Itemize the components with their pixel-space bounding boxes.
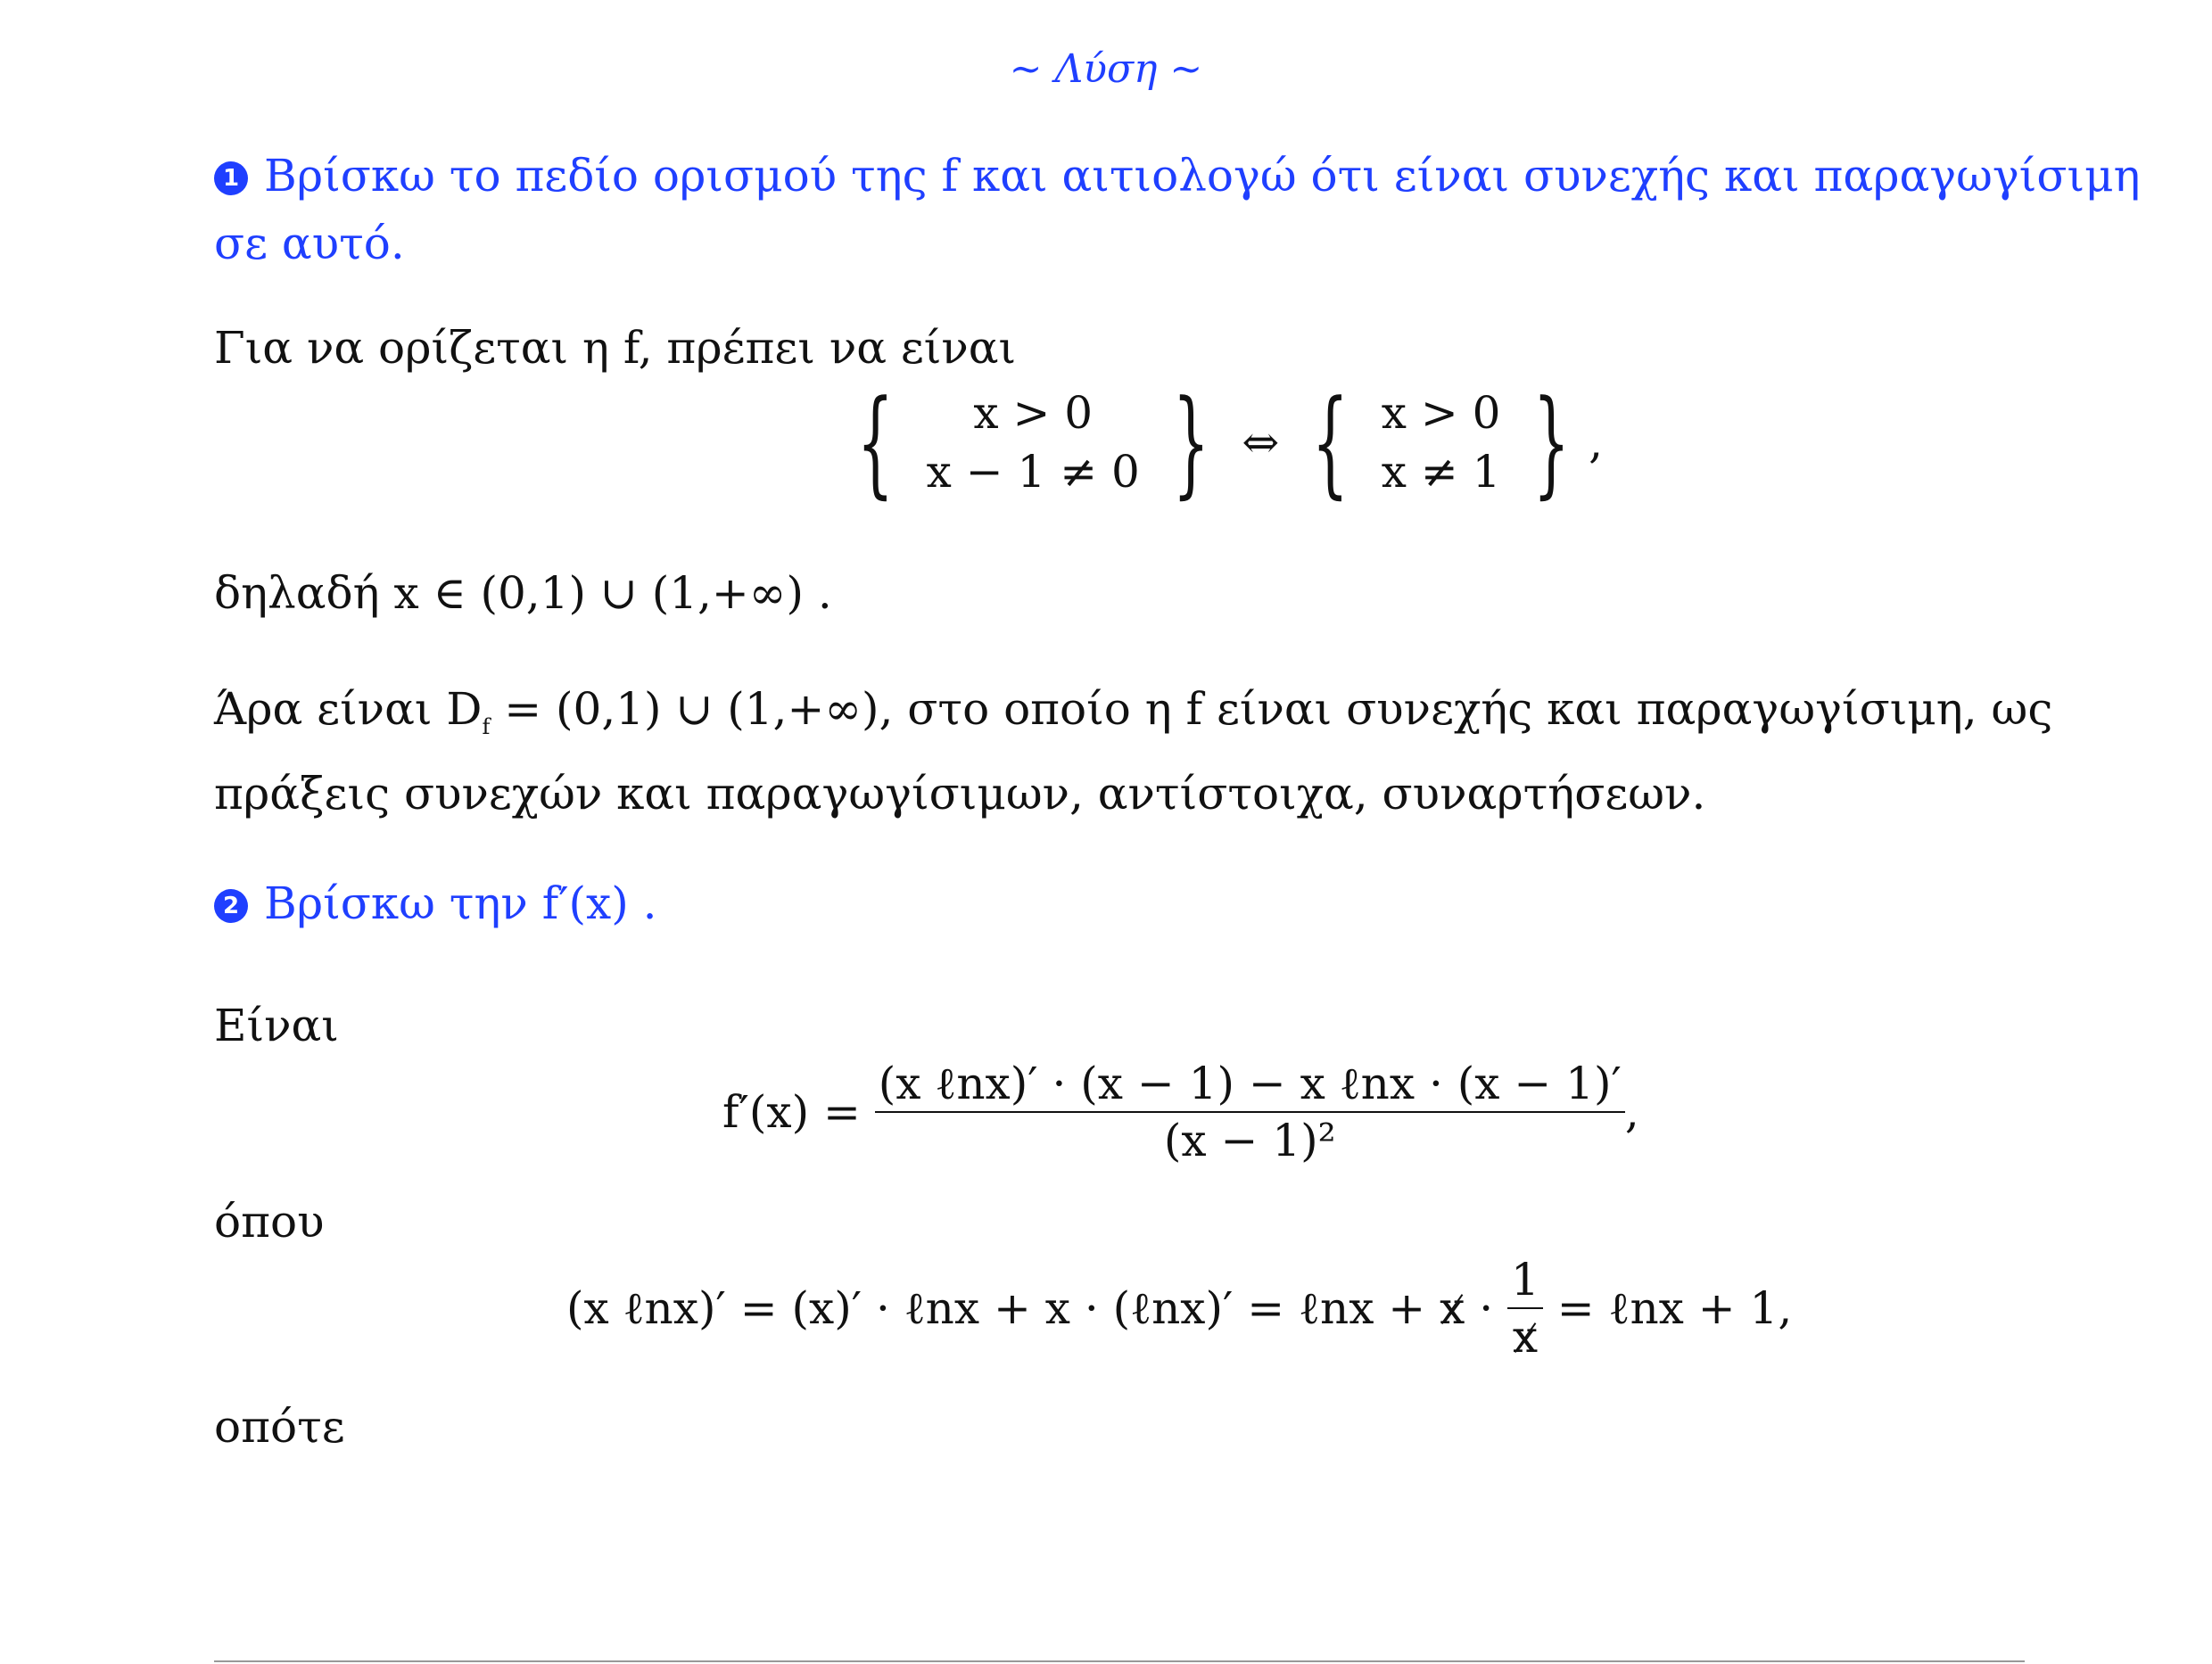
df-subscript: f bbox=[482, 714, 491, 739]
left-brace: { bbox=[856, 375, 895, 510]
intro-paragraph: Για να ορίζεται η f, πρέπει να είναι bbox=[214, 322, 1017, 374]
df-expression: = (0,1) ∪ (1,+∞) bbox=[504, 683, 879, 735]
eq2-dot: · bbox=[1479, 1282, 1494, 1334]
right-brace: { bbox=[1311, 375, 1349, 510]
eq2-denominator bbox=[1507, 1309, 1543, 1363]
step1-heading bbox=[214, 150, 2141, 202]
page-title: ~ Λύση ~ bbox=[1009, 46, 1203, 92]
opote-label: οπότε bbox=[214, 1401, 345, 1453]
step2-text: Βρίσκω την f′(x) . bbox=[264, 877, 657, 929]
domain-line bbox=[214, 567, 832, 619]
eq1-fraction bbox=[875, 1058, 1625, 1166]
cancelled-x: x bbox=[1440, 1282, 1465, 1334]
cancelled-x-denominator: x bbox=[1512, 1311, 1539, 1363]
left-brace-close: } bbox=[1172, 375, 1209, 510]
df-symbol: $D_f$ bbox=[446, 683, 491, 739]
eq2-fraction bbox=[1507, 1254, 1543, 1363]
equivalence-symbol: ⇔ bbox=[1242, 416, 1280, 468]
step1-line2: σε αυτό. bbox=[214, 218, 405, 269]
condition-system bbox=[838, 375, 1604, 510]
right-brace-close: } bbox=[1533, 375, 1571, 510]
system-trailing-comma: , bbox=[1589, 416, 1604, 468]
eq2-numerator: 1 bbox=[1507, 1257, 1543, 1309]
eq1-comma: , bbox=[1624, 1086, 1639, 1138]
right-row-2: x ≠ 1 bbox=[1381, 446, 1501, 498]
einai-label: Είναι bbox=[214, 1000, 339, 1051]
eq2-part2: = ℓnx + 1, bbox=[1556, 1282, 1793, 1334]
step1-bullet: 1 bbox=[214, 161, 248, 195]
step2-bullet: 2 bbox=[214, 889, 248, 923]
left-row-2: x − 1 ≠ 0 bbox=[926, 446, 1140, 498]
ara-lead: Άρα είναι bbox=[214, 683, 433, 735]
ara-rest: , στο οποίο η f είναι συνεχής και παραγωγίσιμη, ως bbox=[879, 683, 2053, 735]
left-row-1: x > 0 bbox=[973, 387, 1094, 439]
right-row-1: x > 0 bbox=[1381, 387, 1501, 439]
derivative-equation bbox=[722, 1058, 1639, 1166]
footer-rule bbox=[214, 1660, 2025, 1662]
step1-line1: Βρίσκω το πεδίο ορισμού της f και αιτιολογώ ότι είναι συνεχής και παραγωγίσιμη bbox=[264, 150, 2141, 202]
ara-line2: πράξεις συνεχών και παραγωγίσιμων, αντίστοιχα, συναρτήσεων. bbox=[214, 768, 1706, 820]
eq1-denominator: (x − 1)² bbox=[1163, 1115, 1336, 1166]
right-system bbox=[1382, 383, 1501, 501]
domain-lead: δηλαδή bbox=[214, 567, 380, 619]
domain-period: . bbox=[817, 567, 832, 619]
left-system bbox=[927, 383, 1140, 501]
domain-expression: x ∈ (0,1) ∪ (1,+∞) bbox=[393, 567, 804, 619]
eq1-numerator: (x ℓnx)′ · (x − 1) − x ℓnx · (x − 1)′ bbox=[875, 1061, 1625, 1113]
xlnx-derivative-equation bbox=[566, 1254, 1793, 1363]
eq2-part1: (x ℓnx)′ = (x)′ · ℓnx + x · (ℓnx)′ = ℓnx + bbox=[566, 1282, 1426, 1334]
step2-heading bbox=[214, 877, 657, 929]
opou-label: όπου bbox=[214, 1196, 325, 1248]
domain-conclusion bbox=[214, 683, 2053, 739]
eq1-lhs: f′(x) = bbox=[722, 1086, 861, 1138]
